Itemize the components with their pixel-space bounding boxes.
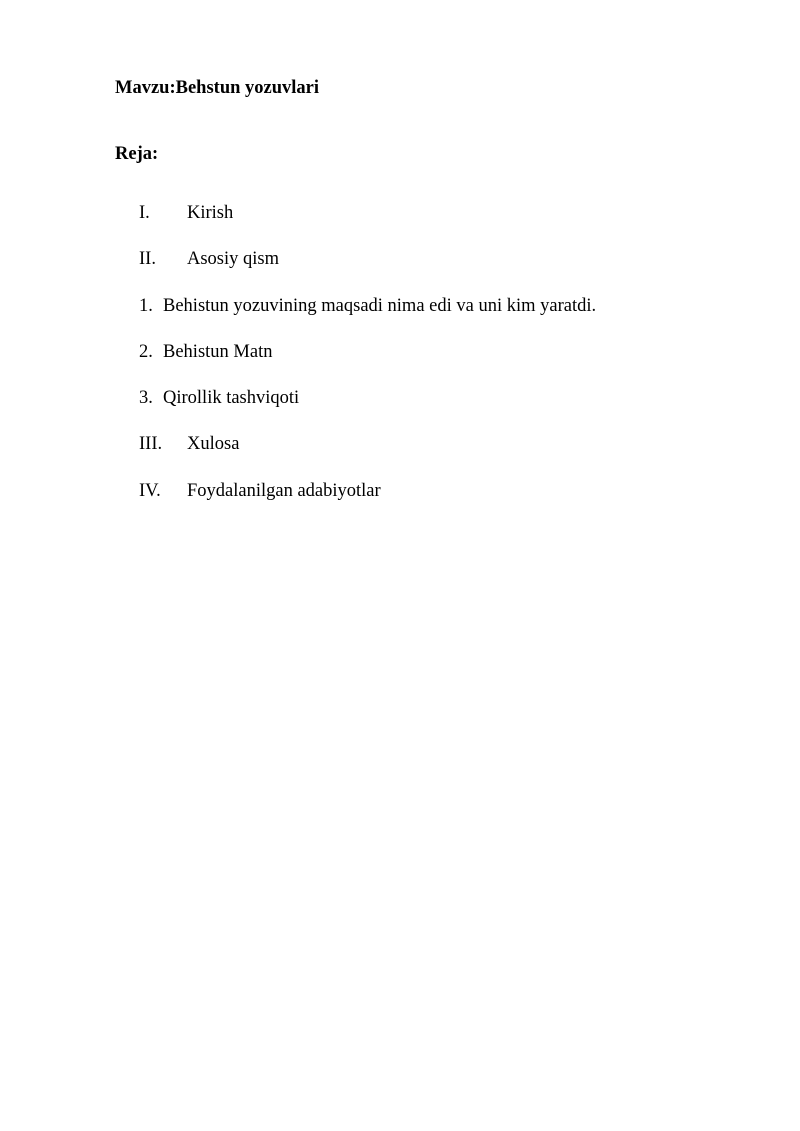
outline-text: Kirish [187, 203, 234, 223]
outline-item [139, 435, 239, 454]
document-title: Mavzu:Behstun yozuvlari [115, 78, 320, 98]
outline-marker: 3. [139, 388, 153, 408]
outline-item [139, 343, 272, 362]
outline-marker: IV. [139, 481, 161, 501]
outline-item [139, 297, 596, 316]
outline-marker: I. [139, 203, 150, 223]
outline-text: Asosiy qism [187, 249, 280, 269]
outline-marker: III. [139, 434, 163, 454]
outline-item [139, 389, 299, 408]
outline-text: Behistun yozuvining maqsadi nima edi va uni kim yaratdi. [163, 296, 597, 316]
outline-text: Xulosa [187, 434, 240, 454]
plan-heading: Reja: [115, 144, 159, 164]
outline-text: Foydalanilgan adabiyotlar [187, 481, 381, 501]
outline-item [139, 482, 381, 501]
outline-marker: 2. [139, 342, 153, 362]
outline-text: Behistun Matn [163, 342, 273, 362]
outline-marker: 1. [139, 296, 153, 316]
outline-text: Qirollik tashviqoti [163, 388, 300, 408]
outline-item [139, 204, 233, 223]
outline-marker: II. [139, 249, 156, 269]
outline-item [139, 250, 279, 269]
